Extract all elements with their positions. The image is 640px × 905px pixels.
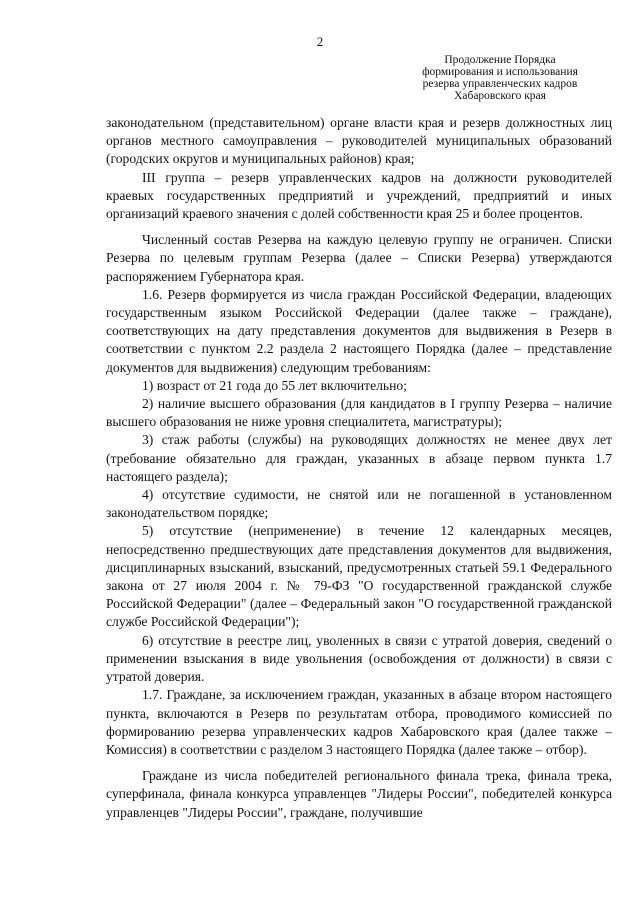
list-item: 4) отсутствие судимости, не снятой или не погашенной в установленном законодательством порядке; (106, 487, 612, 521)
list-item: 1) возраст от 21 года до 55 лет включительно; (142, 377, 407, 393)
header-line: Хабаровского края (454, 90, 546, 102)
paragraph: Численный состав Резерва на каждую целевую группу не ограничен. Списки Резерва по целевым группам Резерва (далее – Списки Резерва) утверждаются распоряжением Губернатора края. (106, 232, 612, 284)
list-item: 6) отсутствие в реестре лиц, уволенных в связи с утратой доверия, сведений о применении взыскания в виде увольнения (освобождения от должности) в связи с утратой доверия. (106, 632, 612, 685)
list-item: 5) отсутствие (неприменение) в течение 12 календарных месяцев, непосредственно предшествующих дате представления документов для выдвижения, дисциплинарных взысканий, взысканий, предусмотренных статьей 59.1 Федерального закона от 27 июля 2004 г. № 79-ФЗ "О государственной гражданской службе Российской Федерации" (далее – Федеральный закон "О государственной гражданской службе Российской Федерации"); (106, 523, 612, 630)
list-item: 3) стаж работы (службы) на руководящих должностях не менее двух лет (требование обязательно для граждан, указанных в абзаце первом пункта 1.7 настоящего раздела); (106, 432, 612, 484)
list-item: 2) наличие высшего образования (для кандидатов в I группу Резерва – наличие высшего образования не ниже уровня специалитета, магистратуры); (106, 396, 612, 430)
page-number: 2 (316, 34, 324, 49)
header-line: резерва управленческих кадров (422, 78, 578, 90)
paragraph: 1.7. Граждане, за исключением граждан, указанных в абзаце втором настоящего пункта, включаются в Резерв по результатам отбора, проводимого комиссией по формированию резерва управленческих кадров Хабаровского края (далее также – Комиссия) в соответствии с разделом 3 настоящего Порядка (далее также – отбор). (106, 687, 612, 757)
header-line: Продолжение Порядка (444, 54, 556, 66)
paragraph: III группа – резерв управленческих кадров на должности руководителей краевых государственных предприятий и учреждений, предприятий и иных организаций краевого значения с долей собственности края 25 и более процентов. (106, 169, 612, 222)
paragraph: Граждане из числа победителей регионального финала трека, финала трека, суперфинала, финала конкурса управленцев "Лидеры России", победителей конкурса управленцев "Лидеры России", граждане, получившие (106, 768, 612, 820)
continuation-header (400, 54, 600, 102)
paragraph: 1.6. Резерв формируется из числа граждан Российской Федерации, владеющих государственным языком Российской Федерации (далее также – граждане), соответствующих на дату представления документов для выдвижения в Резерв в соответствии с пунктом 2.2 раздела 2 настоящего Порядка (далее – представление документов для выдвижения) следующим требованиям: (106, 286, 612, 375)
document-body (106, 114, 612, 822)
header-line: формирования и использования (422, 66, 578, 78)
paragraph: законодательном (представительном) органе власти края и резерв должностных лиц органов местного самоуправления – руководителей муниципальных образований (городских округов и муниципальных районов) края; (106, 115, 612, 167)
